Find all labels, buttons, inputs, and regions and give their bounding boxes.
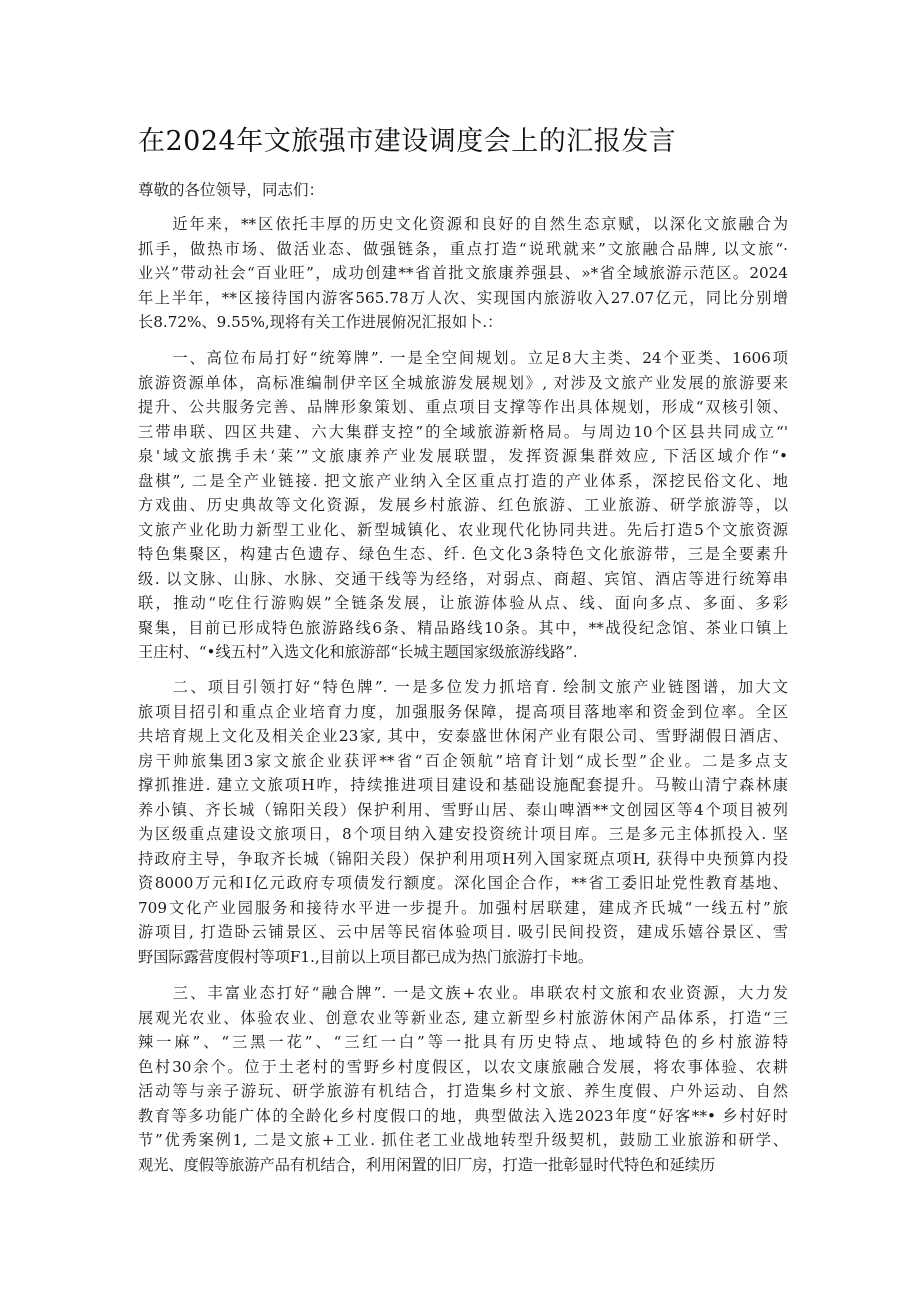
text-line: 一、高位布局打好“统筹牌”. 一是全空间规划。立足8大主类、24个亚类、1606项 (138, 349, 788, 367)
text-line: 撑抓推进. 建立文旅项H咋，持续推进项目建设和基础设施配套提升。马鞍山清宁森林康 (138, 776, 788, 794)
text-line: 王庄村、“•线五村”入选文化和旅游部“长城主题国家级旅游线路”. (138, 643, 578, 661)
text-line: 近年来，**区依托丰厚的历史文化资源和良好的自然生态京赋，以深化文旅融合为 (138, 215, 788, 233)
text-line: 级. 以文脉、山脉、水脉、交通干线等为经络，对弱点、商超、宾馆、酒店等进行统筹串 (138, 569, 788, 588)
document-title: 在2024年文旅强市建设调度会上的汇报发言 (138, 126, 677, 157)
text-line: 三、丰富业态打好“融合牌”. 一是文族+农业。串联农村文旅和农业资源，大力发 (138, 984, 788, 1002)
paragraph-section-2 (138, 675, 788, 969)
text-line: 抓手，做热市场、做活业态、做强链条，重点打造“说玳就来”文旅融合品牌, 以文旅“· (138, 239, 788, 258)
text-line: 活动等与亲子游玩、研学旅游有机结合，打造集乡村文旅、养生度假、户外运动、自然 (138, 1082, 788, 1100)
text-line: 观光、度假等旅游产品有机结合，利用闲置的旧厂房，打造一批彰显时代特色和延续历 (138, 1155, 716, 1174)
text-line: 野国际露营度假村等项F1.,目前以上项目都已成为热门旅游打卡地。 (138, 947, 594, 966)
text-line: 展观光农业、体验农业、创意农业等新业态, 建立新型乡村旅游休闲产品体系，打造“三 (138, 1008, 788, 1027)
paragraph-section-1 (138, 346, 788, 665)
text-line: 提升、公共服务完善、品牌形象策划、重点项目支撑等作出具体规划，形成“双核引领、 (138, 398, 788, 416)
text-line: 持政府主导，争取齐长城（锦阳关段）保护利用项H列入国家斑点项H, 获得中央预算内投 (138, 849, 788, 868)
salutation: 尊敬的各位领导，同志们： (138, 181, 325, 199)
text-line: 709文化产业园服务和接待水平进一步提升。加强村居联建，建成齐氏城“一线五村”旅 (138, 898, 788, 917)
text-line: 节”优秀案例1, 二是文旅+工业. 抓住老工业战地转型升级契机，鼓励工业旅游和研学、 (138, 1131, 788, 1149)
text-line: 三带串联、四区共建、六大集群支控”的全域旅游新格局。与周边10个区县共同成立“' (138, 422, 788, 441)
text-line: 养小镇、齐长城（锦阳关段）保护利用、雪野山居、泰山啤酒**文创园区等4个项目被列 (138, 800, 788, 819)
text-line: 游项目, 打造卧云铺景区、云中居等民宿体验项目. 吸引民间投资，建成乐嬉谷景区、雪 (138, 923, 788, 941)
text-line: 共培育规上文化及相关企业23家, 其中，安泰盛世休闲产业有限公司、雪野湖假日酒店、 (138, 727, 788, 745)
text-line: 二、项目引领打好“特色牌”. 一是多位发力抓培育. 绘制文旅产业链图谱，加大文 (138, 678, 788, 696)
text-line: 联，推动“吃住行游购娱”全链条发展，让旅游体验从点、线、面向多点、多面、多彩 (138, 594, 788, 612)
text-line: 辣一麻”、“三黑一花”、“三红一白”等一批具有历史特点、地域特色的乡村旅游特 (138, 1033, 788, 1051)
text-line: 旅项目招引和重点企业培育力度，加强服务保障，提高项目落地率和资金到位率。全区 (138, 702, 788, 721)
text-line: 色村30余个。位于土老村的雪野乡村度假区，以农文康旅融合发展，将农事体验、农耕 (138, 1057, 788, 1076)
text-line: 教育等多功能广体的全龄化乡村度假口的地，典型做法入选2023年度“好客**• 乡村好时 (138, 1106, 788, 1125)
paragraph-section-3 (138, 981, 788, 1177)
text-line: 资8000万元和I亿元政府专项债发行额度。深化国企合作，**省工委旧址党性教育基地、 (138, 874, 788, 892)
text-line: 盘棋”, 二是全产业链接. 把文旅产业纳入全区重点打造的产业体系，深挖民俗文化、地 (138, 471, 788, 490)
paragraph-intro (138, 212, 788, 335)
text-line: 特色集聚区，构建古色遗存、绿色生态、纤. 色文化3条特色文化旅游带，三是全要素升 (138, 545, 788, 563)
text-line: 年上半年，**区接待国内游客565.78万人次、实现国内旅游收入27.07亿元，同比分别增 (138, 288, 788, 307)
text-line: 业兴”带动社会“百业旺”，成功创建**省首批文旅康养强县、»*省全域旅游示范区。2024 (138, 264, 788, 282)
text-line: 房干帅旅集团3家文旅企业获评**省“百企领航”培育计划“成长型”企业。二是多点支 (138, 751, 788, 770)
text-line: 聚集，目前已形成特色旅游路线6条、精品路线10条。其中，**战役纪念馆、茶业口镇上 (138, 618, 788, 637)
text-line: 泉'域文旅携手未‘莱’”文旅康养产业发展联盟，发挥资源集群效应, 下活区域介作“• (138, 447, 788, 465)
text-line: 旅游资源单体，高标准编制伊辛区全城旅游发展规划》, 对涉及文旅产业发展的旅游要来 (138, 373, 788, 392)
text-line: 文旅产业化助力新型工业化、新型城镇化、农业现代化协同共进。先后打造5个文旅资源 (138, 520, 788, 539)
text-line: 为区级重点建设文旅项日，8个项目纳入建安投资统计项目库。三是多元主体抓投入. 坚 (138, 825, 788, 843)
text-line: 方戏曲、历史典故等文化资源，发展乡村旅游、红色旅游、工业旅游、研学旅游等，以 (138, 496, 788, 514)
text-line: 长8.72%、9.55%,现将有关工作进展俯况汇报如卜.： (138, 313, 503, 331)
